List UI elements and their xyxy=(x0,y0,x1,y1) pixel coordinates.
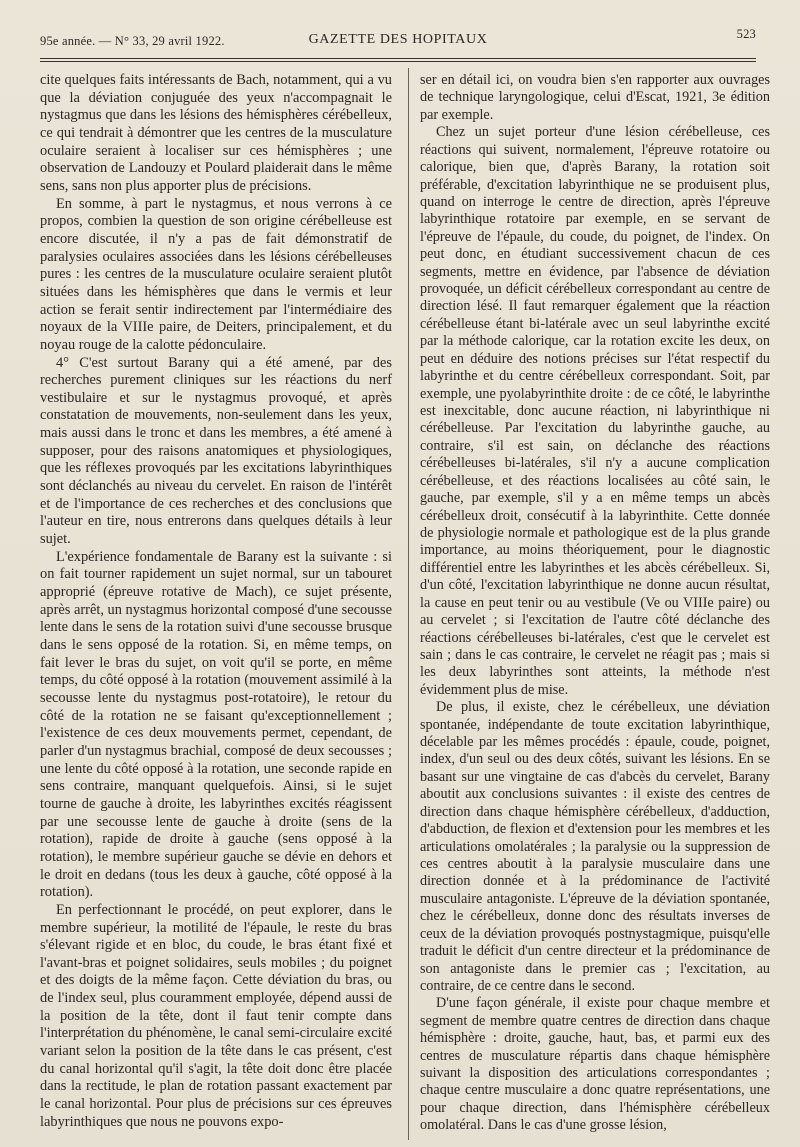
paragraph: cite quelques faits intéressants de Bach, notamment, qui a vu que la déviation conjuguée des yeux n'accompagnait le nystagmus que dans les lésions des hémisphères cérébelleux, ce qui tendrait à démontrer que les centres de la musculature oculaire seraient à localiser sur ces hémisphères ; une observation de Landouzy et Poulard plaiderait dans le même sens, sans non plus apporter plus de précisions. xyxy=(40,72,392,194)
header-rule-bottom xyxy=(40,61,756,62)
column-divider xyxy=(408,68,409,1140)
paragraph: 4° C'est surtout Barany qui a été amené, par des recherches purement cliniques sur les réactions du nerf vestibulaire et sur le nystagmus provoqué, et après constatation de mouvements, non-seulement dans les yeux, mais aussi dans le tronc et dans les membres, a été amené à supposer, pour des raisons anatomiques et physiologiques, que les réflexes provoqués par les excitations labyrinthiques sont déclanchés au niveau du cervelet. En raison de l'intérêt et de l'importance de ces recherches et des conclusions que l'auteur en tire, nous entrerons dans quelques détails à leur sujet. xyxy=(40,354,392,548)
paragraph: D'une façon générale, il existe pour chaque membre et segment de membre quatre centres de direction dans chaque hémisphère : droite, gauche, haut, bas, et parmi eux des centres de musculature répartis dans chaque hémisphère suivant la disposition des articulations correspondantes ; chaque centre musculaire a donc quatre représentations, une pour chaque direction, dans l'hémisphère cérébelleux omolatéral. Dans le cas d'une grosse lésion, xyxy=(420,995,770,1134)
paragraph: En perfectionnant le procédé, on peut explorer, dans le membre supérieur, la motilité de l'épaule, le reste du bras s'élevant rigide et en bloc, du coude, le bras étant fixé et l'avant-bras et poignet solidaires, seuls mobiles ; du poignet et des doigts de la même façon. Cette déviation du bras, ou de l'index seul, plus couramment employée, dépend aussi de la position de la tête, dont il faut tenir compte dans l'interprétation du phénomène, le canal semi-circulaire excité variant selon la position de la tête dans le cas présent, c'est du canal horizontal qu'il s'agit, la tête doit donc être placée dans la rectitude, le plan de rotation passant exactement par le canal horizontal. Pour plus de précisions sur ces épreuves labyrinthiques que nous ne pouvons expo- xyxy=(40,901,392,1130)
paragraph: ser en détail ici, on voudra bien s'en rapporter aux ouvrages de technique laryngologique, celui d'Escat, 1921, 3e édition par exemple. xyxy=(420,72,770,123)
page-header xyxy=(40,27,756,50)
header-rule-top xyxy=(40,58,756,59)
page-number: 523 xyxy=(736,27,756,41)
journal-title: GAZETTE DES HOPITAUX xyxy=(308,32,488,47)
right-column xyxy=(420,72,770,1135)
paragraph: En somme, à part le nystagmus, et nous verrons à ce propos, combien la question de son origine cérébelleuse est encore discutée, il n'y a pas de fait démonstratif de paralysies oculaires associées dans les lésions cérébelleuses pures : les centres de la musculature oculaire seraient plutôt situées dans les hémisphères que dans le vermis et leur action se ferait sentir indirectement par l'intermédiaire des noyaux de la VIIIe paire, de Deiters, principalement, et du noyau rouge de la calotte pédonculaire. xyxy=(40,195,392,353)
left-column xyxy=(40,72,392,1131)
issue-info: 95e année. — N° 33, 29 avril 1922. xyxy=(40,34,225,48)
paragraph: De plus, il existe, chez le cérébelleux, une déviation spontanée, indépendante de toute excitation labyrinthique, décelable par les mêmes procédés : épaule, coude, poignet, index, d'un seul ou des deux côtés, suivant les lésions. En se basant sur une vingtaine de cas d'abcès du cervelet, Barany aboutit aux conclusions suivantes : il existe des centres de direction dans chaque hémisphère cérébelleux, d'adduction, d'abduction, de flexion et d'extension pour les membres et les articulations omolatérales ; la paralysie ou la suppression de ces centres aboutit à la paralysie musculaire dans une direction donnée et à la prédominance de l'activité musculaire antagoniste. L'épreuve de la déviation spontanée, chez le cérébelleux, donne donc des résultats inverses de ceux de la déviation provoqués postnystagmique, puisqu'elle traduit le déficit d'un centre directeur et la prédominance de son antagoniste dans le premier cas ; l'excitation, au contraire, de ce centre dans le second. xyxy=(420,699,770,994)
paragraph: Chez un sujet porteur d'une lésion cérébelleuse, ces réactions qui suivent, normalement, l'épreuve rotatoire ou calorique, bien que, d'après Barany, la rotation soit préférable, d'excitation labyrinthique ne se produisent plus, quand on interroge le centre de direction, après l'épreuve labyrinthique rotatoire par exemple, en se servant de l'épreuve de l'épaule, du coude, du poignet, de l'index. On peut donc, en étudiant successivement chacun de ces segments, mettre en évidence, par l'absence de déviation provoquée, un déficit cérébelleux correspondant au centre de direction lésé. Il faut remarquer également que la réaction cérébelleuse étant bi-latérale avec un seul labyrinthe excité par la méthode calorique, car la rotation excite les deux, on peut en déduire des notions précises sur l'état respectif du labyrinthe et du centre cérébelleux correspondant. Soit, par exemple, une pyolabyrinthite droite : de ce côté, le labyrinthe est inexcitable, donc aucune réaction, ni labyrinthique ni cérébelleuse. Par l'excitation du labyrinthe gauche, au contraire, s'il est sain, on déclanche des réactions cérébelleuses bi-latérales, s'il n'y a aucune complication cérébelleuse, et des réactions localisées au côté sain, le gauche, par exemple, s'il y a en même temps un abcès cérébelleux droit, consécutif à la labyrinthite. Cette donnée de physiologie normale et pathologique est de la plus grande importance, au moins théoriquement, pour le diagnostic différentiel entre les labyrinthes et les abcès cérébelleux. Si, d'un côté, l'excitation labyrinthique ne donne aucun résultat, la cause en peut tenir ou au vestibule (Ve ou VIIIe paire) ou au cervelet ; si l'excitation de l'autre côté déclanche des réactions cérébelleuses bi-latérales, c'est que le cervelet est sain ; dans le cas contraire, le cervelet ne réagit pas ; mais si les deux labyrinthes sont atteints, la méthode n'est évidemment plus de mise. xyxy=(420,124,770,698)
paragraph: L'expérience fondamentale de Barany est la suivante : si on fait tourner rapidement un sujet normal, sur un tabouret approprié (épreuve rotative de Mach), ce sujet présente, après arrêt, un nystagmus horizontal composé d'une secousse lente dans le sens de la rotation suivi d'une secousse brusque dans le sens opposé de la rotation. Si, en même temps, on fait lever le bras du sujet, on voit qu'il se porte, en même temps, du côté opposé à la rotation (mouvement assimilé à la secousse lente du nystagmus post-rotatoire), le retour du côté de la rotation ne se faisant qu'exceptionnellement ; l'existence de ces deux mouvements permet, cependant, de parler d'un nystagmus brachial, composé de deux secousses ; une lente du côté opposé à la rotation, une seconde rapide en sens contraire, manquant quelquefois. Ainsi, si le sujet tourne de gauche à droite, les labyrinthes excités réagissent par une secousse lente de gauche à droite (sens de la rotation), rapide de droite à gauche (sens opposé à la rotation), le membre supérieur gauche se dévie en dehors et le droit en dedans (tous les deux à gauche, côté opposé à la rotation). xyxy=(40,548,392,901)
